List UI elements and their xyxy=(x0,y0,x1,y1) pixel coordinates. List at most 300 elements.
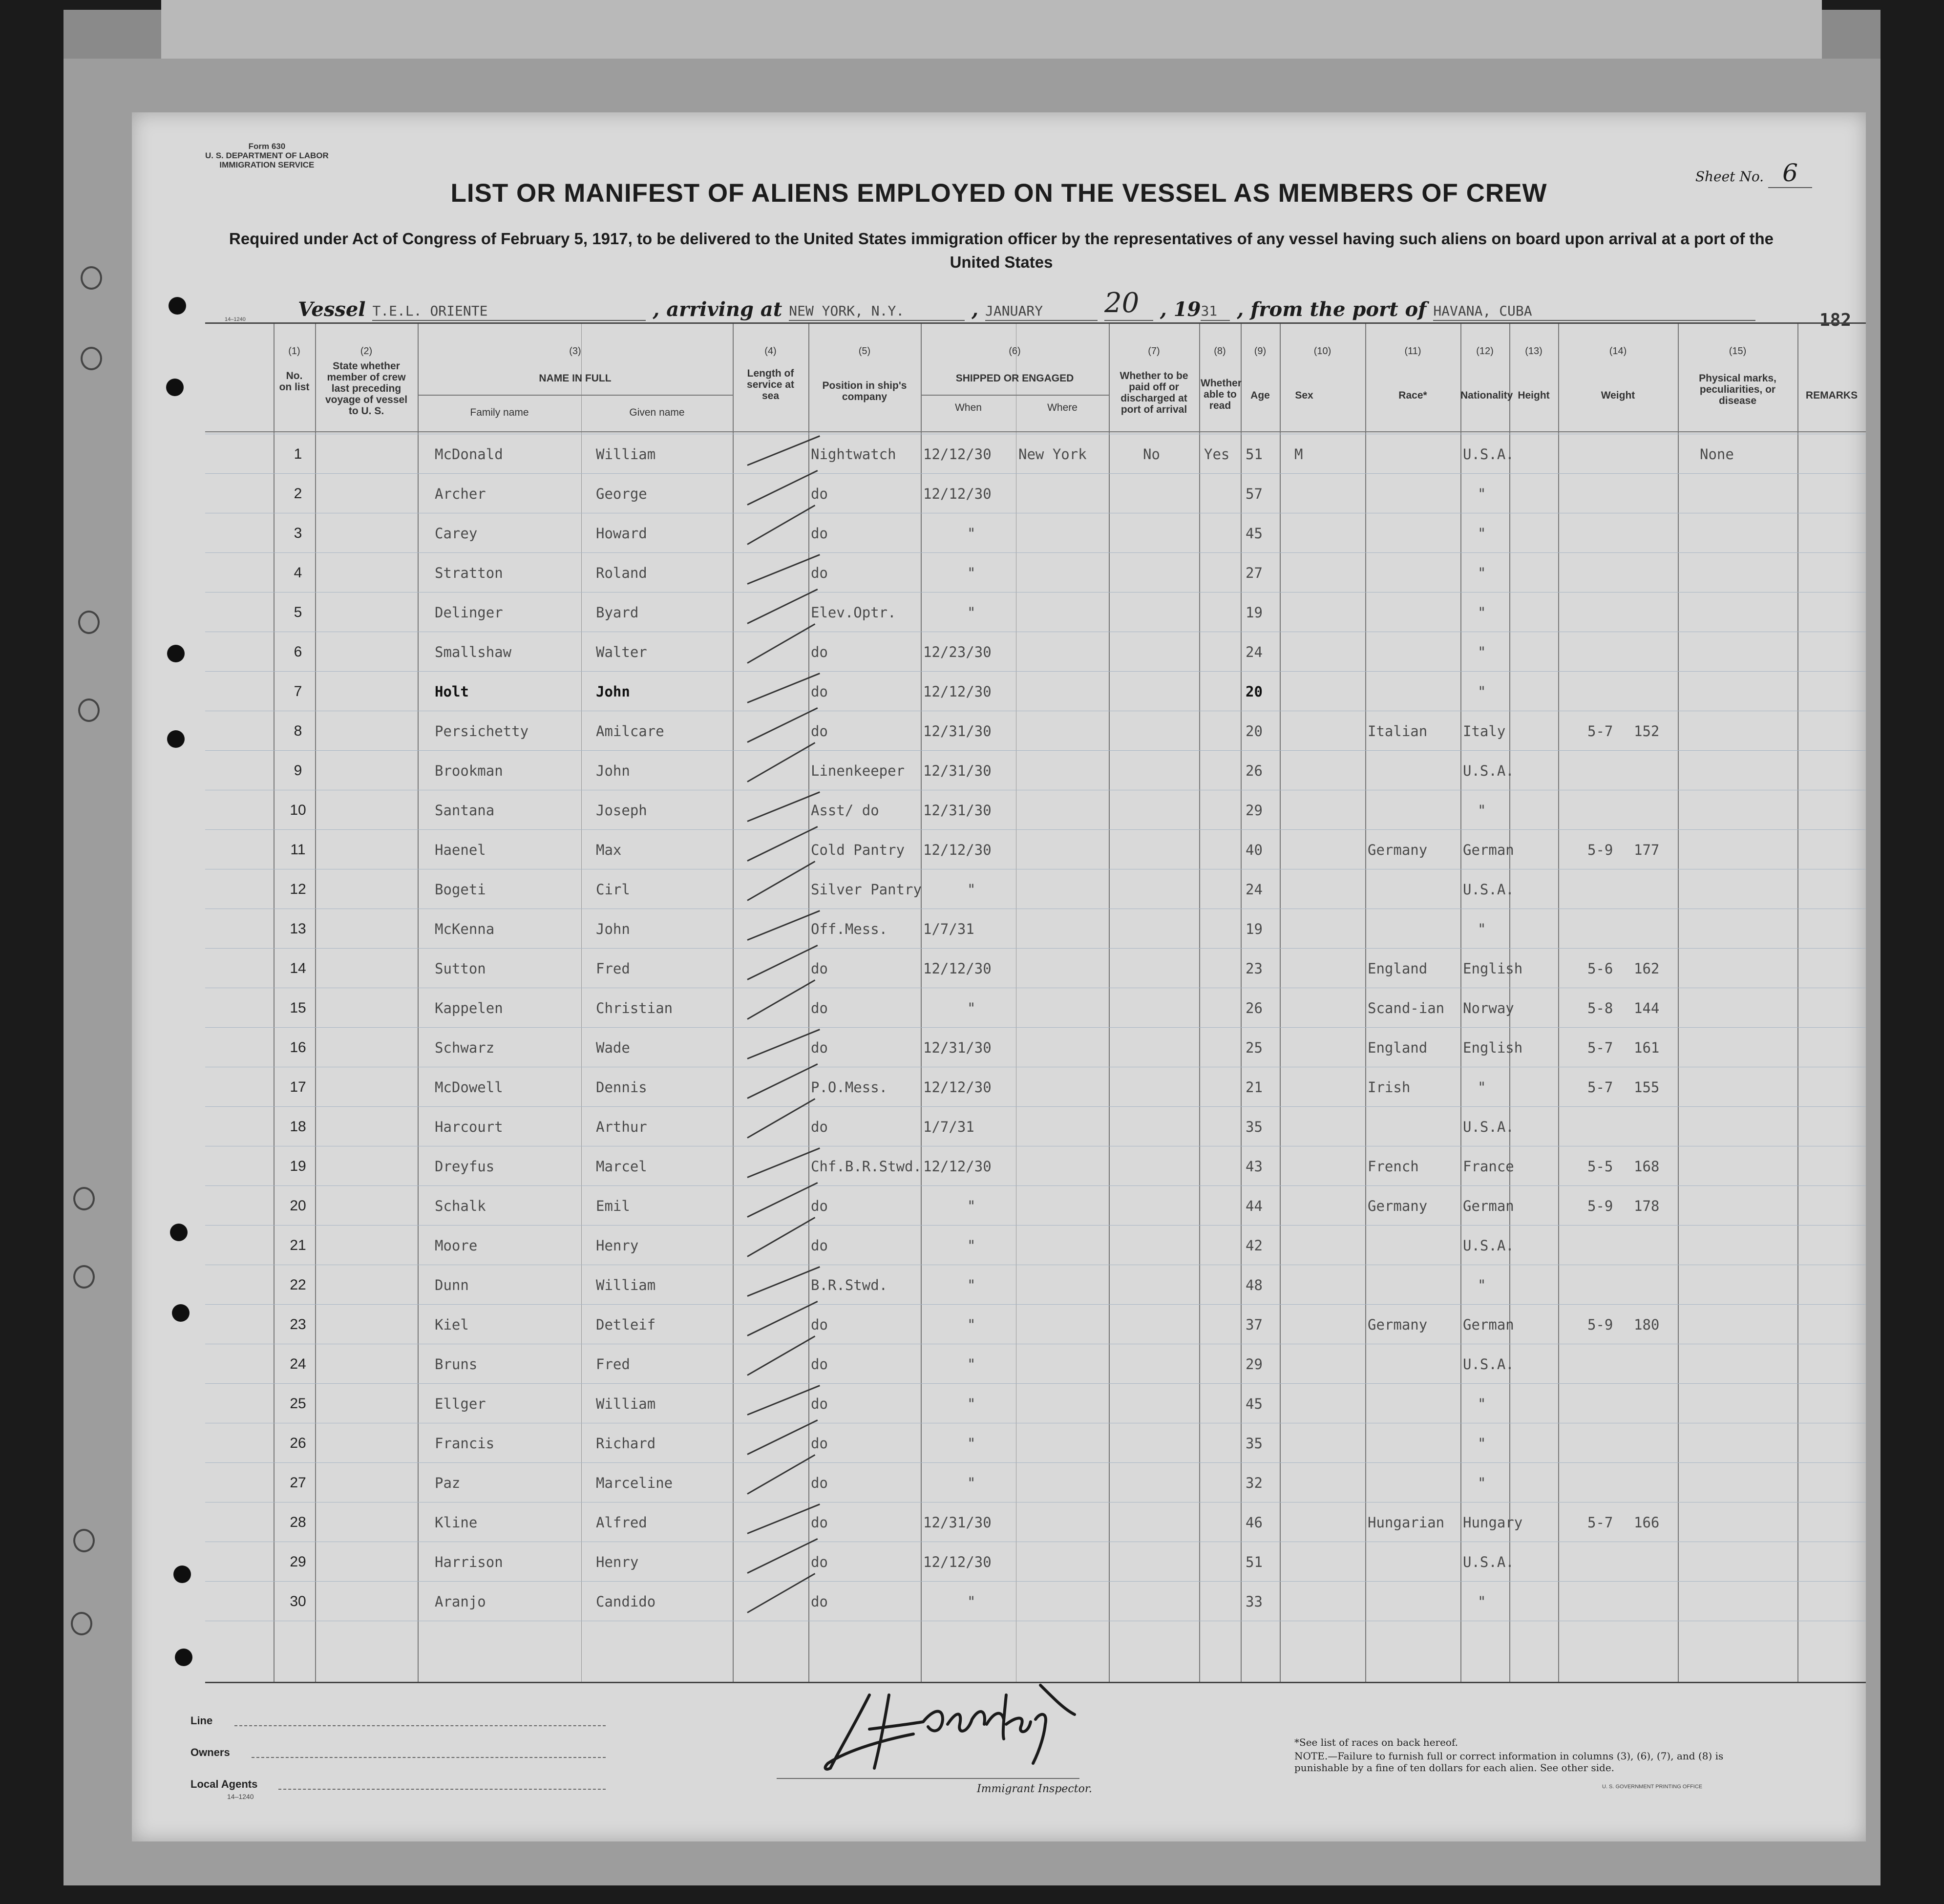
race: French xyxy=(1368,1158,1419,1175)
nationality: Norway xyxy=(1463,1000,1514,1016)
given-name: Marcel xyxy=(596,1158,647,1175)
row-number: 9 xyxy=(294,762,302,779)
row-number: 19 xyxy=(290,1158,306,1174)
sex: M xyxy=(1294,446,1303,463)
arrival-port: NEW YORK, N.Y. xyxy=(789,303,965,321)
table-row xyxy=(205,1581,1866,1621)
race: Italian xyxy=(1368,723,1428,740)
where-header: Where xyxy=(1047,402,1078,413)
row-number: 2 xyxy=(294,486,302,502)
row-number: 21 xyxy=(290,1237,306,1253)
position: B.R.Stwd. xyxy=(811,1277,888,1293)
family-name: Kline xyxy=(435,1514,478,1531)
age: 25 xyxy=(1246,1039,1263,1056)
row-number: 17 xyxy=(290,1079,306,1095)
from-label: , from the port of xyxy=(1237,298,1427,321)
age: 27 xyxy=(1246,565,1263,581)
age: 33 xyxy=(1246,1593,1263,1610)
given-name: Byard xyxy=(596,604,639,621)
family-name: Harcourt xyxy=(435,1119,503,1135)
col1-number: (1) xyxy=(288,346,300,357)
arrival-year: 31 xyxy=(1201,303,1230,321)
shipped-when: " xyxy=(967,565,976,581)
position: do xyxy=(811,1475,828,1491)
nationality: " xyxy=(1478,644,1486,660)
row-number: 15 xyxy=(290,1000,306,1016)
weight: 166 xyxy=(1634,1514,1660,1531)
age: 46 xyxy=(1246,1514,1263,1531)
col5-header: Position in ship's company xyxy=(822,380,907,402)
binder-ring xyxy=(73,1265,95,1289)
check-mark xyxy=(747,1063,818,1099)
able-to-read: Yes xyxy=(1204,446,1230,463)
position: Cold Pantry xyxy=(811,842,905,858)
nationality: France xyxy=(1463,1158,1514,1175)
col9-number: (9) xyxy=(1254,346,1267,357)
sheet-number-value: 6 xyxy=(1768,159,1812,188)
position: Asst/ do xyxy=(811,802,879,819)
check-mark xyxy=(747,945,818,980)
col13-number: (13) xyxy=(1525,346,1543,357)
family-name: Persichetty xyxy=(435,723,529,740)
check-mark xyxy=(747,1538,818,1574)
position: do xyxy=(811,1356,828,1373)
given-name: Fred xyxy=(596,960,630,977)
nationality: U.S.A. xyxy=(1463,1237,1514,1254)
local-agents-field[interactable] xyxy=(278,1789,606,1790)
given-name: Candido xyxy=(596,1593,656,1610)
height: 5-9 xyxy=(1587,842,1613,858)
position: Chf.B.R.Stwd. xyxy=(811,1158,922,1175)
col14-number: (14) xyxy=(1609,346,1627,357)
sheet-number-label: Sheet No. xyxy=(1695,169,1764,185)
inspector-label: Immigrant Inspector. xyxy=(977,1783,1092,1795)
vessel-name: T.E.L. ORIENTE xyxy=(372,303,646,321)
row-number: 12 xyxy=(290,881,306,897)
col6-number: (6) xyxy=(1009,346,1021,357)
nationality: U.S.A. xyxy=(1463,1356,1514,1373)
col4-number: (4) xyxy=(764,346,777,357)
table-row xyxy=(205,1304,1866,1344)
row-number: 22 xyxy=(290,1277,306,1293)
shipped-when: " xyxy=(967,1435,976,1452)
given-name: Roland xyxy=(596,565,647,581)
table-row xyxy=(205,869,1866,909)
penalty-note: NOTE.—Failure to furnish full or correct information in columns (3), (6), (7), and (8) is punishable by a fine of ten dollars for each alien. See other side. xyxy=(1294,1750,1724,1774)
position: Silver Pantry xyxy=(811,881,922,898)
physical-marks: None xyxy=(1700,446,1734,463)
header-bottom-rule xyxy=(205,431,1866,432)
check-mark xyxy=(747,826,818,862)
col11-header: Race* xyxy=(1398,390,1427,401)
manifest-sheet xyxy=(132,112,1866,1841)
table-row xyxy=(205,1067,1866,1107)
punch-hole xyxy=(169,297,186,315)
col14-header: Weight xyxy=(1601,390,1635,401)
shipped-when: 12/12/30 xyxy=(923,1158,992,1175)
position: do xyxy=(811,1554,828,1570)
position: do xyxy=(811,1237,828,1254)
row-number: 4 xyxy=(294,565,302,581)
col12-number: (12) xyxy=(1476,346,1494,357)
given-name: Dennis xyxy=(596,1079,647,1096)
given-name: Marceline xyxy=(596,1475,673,1491)
age: 29 xyxy=(1246,1356,1263,1373)
race: Irish xyxy=(1368,1079,1411,1096)
row-number: 10 xyxy=(290,802,306,818)
shipped-when: 12/31/30 xyxy=(923,723,992,740)
row-number: 5 xyxy=(294,604,302,620)
shipped-when: " xyxy=(967,1000,976,1016)
row-number: 11 xyxy=(290,842,306,858)
row-number: 16 xyxy=(290,1039,306,1056)
family-name: Dreyfus xyxy=(435,1158,495,1175)
table-row xyxy=(205,1185,1866,1226)
col3-number: (3) xyxy=(569,346,581,357)
position: do xyxy=(811,723,828,740)
age: 57 xyxy=(1246,486,1263,502)
col11-number: (11) xyxy=(1404,346,1421,357)
table-row xyxy=(205,1146,1866,1186)
col1-header: No. on list xyxy=(279,370,310,393)
position: do xyxy=(811,1514,828,1531)
given-name: Arthur xyxy=(596,1119,647,1135)
given-name: Henry xyxy=(596,1237,639,1254)
age: 35 xyxy=(1246,1119,1263,1135)
family-name-header: Family name xyxy=(470,407,529,418)
owners-field[interactable] xyxy=(252,1757,606,1758)
check-mark xyxy=(747,1182,818,1218)
race: Hungarian xyxy=(1368,1514,1445,1531)
age: 45 xyxy=(1246,1396,1263,1412)
position: P.O.Mess. xyxy=(811,1079,888,1096)
binder-ring xyxy=(78,698,100,722)
arrival-month: JANUARY xyxy=(985,303,1098,321)
age: 44 xyxy=(1246,1198,1263,1214)
paid-off: No xyxy=(1143,446,1160,463)
given-name: William xyxy=(596,1396,656,1412)
given-name: Joseph xyxy=(596,802,647,819)
table-row xyxy=(205,948,1866,988)
owners-label: Owners xyxy=(190,1746,230,1758)
given-name: Wade xyxy=(596,1039,630,1056)
nationality: German xyxy=(1463,842,1514,858)
races-note: *See list of races on back hereof. xyxy=(1294,1736,1458,1748)
weight: 168 xyxy=(1634,1158,1660,1175)
race: Germany xyxy=(1368,842,1428,858)
given-name: Cirl xyxy=(596,881,630,898)
col3-header: NAME IN FULL xyxy=(539,373,612,384)
table-row xyxy=(205,592,1866,632)
height: 5-6 xyxy=(1587,960,1613,977)
family-name: Ellger xyxy=(435,1396,486,1412)
row-number: 8 xyxy=(294,723,302,739)
binder-ring xyxy=(81,347,102,370)
shipped-when: " xyxy=(967,1237,976,1254)
check-mark xyxy=(747,1147,820,1178)
given-name: Walter xyxy=(596,644,647,660)
row-number: 1 xyxy=(294,446,302,462)
family-name: Kiel xyxy=(435,1316,469,1333)
table-row xyxy=(205,1106,1866,1146)
height: 5-9 xyxy=(1587,1316,1613,1333)
family-name: Moore xyxy=(435,1237,478,1254)
form-identifier xyxy=(205,142,329,169)
nationality: " xyxy=(1478,486,1486,502)
given-name: John xyxy=(596,921,630,937)
crew-table xyxy=(205,322,1866,1683)
shipped-when: 12/12/30 xyxy=(923,1079,992,1096)
shipped-when: 12/31/30 xyxy=(923,1039,992,1056)
shipped-when: " xyxy=(967,604,976,621)
page-number: 182 xyxy=(1819,310,1851,330)
table-row xyxy=(205,473,1866,513)
col4-header: Length of service at sea xyxy=(747,368,794,402)
arrival-day: 20 xyxy=(1104,287,1153,321)
age: 20 xyxy=(1246,683,1263,700)
nationality: German xyxy=(1463,1316,1514,1333)
table-row xyxy=(205,988,1866,1028)
position: do xyxy=(811,486,828,502)
given-name: George xyxy=(596,486,647,502)
form-number: Form 630 xyxy=(248,142,286,151)
shipped-when: 12/31/30 xyxy=(923,1514,992,1531)
given-name: Howard xyxy=(596,525,647,542)
back-sheet-top xyxy=(161,0,1822,59)
inspector-signature xyxy=(811,1666,1094,1778)
nationality: U.S.A. xyxy=(1463,881,1514,898)
nationality: " xyxy=(1478,565,1486,581)
family-name: McKenna xyxy=(435,921,495,937)
age: 32 xyxy=(1246,1475,1263,1491)
col6-header: SHIPPED OR ENGAGED xyxy=(955,373,1074,384)
punch-hole xyxy=(166,379,184,396)
position: do xyxy=(811,1593,828,1610)
shipped-when: 12/12/30 xyxy=(923,1554,992,1570)
col8-header: Whether able to read xyxy=(1201,378,1242,411)
name-header-rule xyxy=(418,395,733,396)
family-name: Schwarz xyxy=(435,1039,495,1056)
inspector-signature-line xyxy=(777,1778,1079,1779)
weight: 161 xyxy=(1634,1039,1660,1056)
weight: 180 xyxy=(1634,1316,1660,1333)
position: Nightwatch xyxy=(811,446,896,463)
binder-ring xyxy=(81,266,102,290)
row-number: 6 xyxy=(294,644,302,660)
printing-office: U. S. GOVERNMENT PRINTING OFFICE xyxy=(1602,1784,1703,1790)
position: do xyxy=(811,1396,828,1412)
family-name: Carey xyxy=(435,525,478,542)
given-name: John xyxy=(596,762,630,779)
age: 26 xyxy=(1246,1000,1263,1016)
footer-form-code: 14–1240 xyxy=(227,1793,254,1800)
weight: 155 xyxy=(1634,1079,1660,1096)
shipped-when: 1/7/31 xyxy=(923,921,974,937)
page-title: LIST OR MANIFEST OF ALIENS EMPLOYED ON THE VESSEL AS MEMBERS OF CREW xyxy=(450,179,1547,208)
check-mark xyxy=(747,707,818,743)
shipped-where: New York xyxy=(1018,446,1087,463)
check-mark xyxy=(747,673,820,703)
binder-ring xyxy=(73,1187,95,1210)
age: 37 xyxy=(1246,1316,1263,1333)
local-agents-label: Local Agents xyxy=(190,1778,258,1790)
shipped-when: 12/12/30 xyxy=(923,486,992,502)
shipped-when: 12/12/30 xyxy=(923,446,992,463)
age: 21 xyxy=(1246,1079,1263,1096)
age: 42 xyxy=(1246,1237,1263,1254)
nationality: " xyxy=(1478,525,1486,542)
check-mark xyxy=(747,554,820,585)
given-name: Christian xyxy=(596,1000,673,1016)
given-name: Alfred xyxy=(596,1514,647,1531)
nationality: " xyxy=(1478,1277,1486,1293)
family-name: Santana xyxy=(435,802,495,819)
nationality: English xyxy=(1463,960,1523,977)
nationality: " xyxy=(1478,1079,1486,1096)
col15-number: (15) xyxy=(1729,346,1747,357)
binder-ring xyxy=(78,611,100,634)
row-number: 29 xyxy=(290,1554,306,1570)
col10-number: (10) xyxy=(1313,346,1331,357)
shipped-when: 12/12/30 xyxy=(923,683,992,700)
family-name: Archer xyxy=(435,486,486,502)
table-row xyxy=(205,1344,1866,1384)
position: Linenkeeper xyxy=(811,762,905,779)
remarks-header: REMARKS xyxy=(1805,390,1858,401)
position: do xyxy=(811,1316,828,1333)
table-row xyxy=(205,671,1866,711)
shipped-when: " xyxy=(967,1356,976,1373)
table-row xyxy=(205,750,1866,790)
age: 40 xyxy=(1246,842,1263,858)
age: 26 xyxy=(1246,762,1263,779)
shipped-when: " xyxy=(967,881,976,898)
row-number: 14 xyxy=(290,960,306,976)
nationality: U.S.A. xyxy=(1463,1554,1514,1570)
nationality: German xyxy=(1463,1198,1514,1214)
age: 35 xyxy=(1246,1435,1263,1452)
table-row xyxy=(205,790,1866,830)
shipped-header-rule xyxy=(921,395,1109,396)
check-mark xyxy=(747,1385,820,1416)
row-number: 7 xyxy=(294,683,302,699)
check-mark xyxy=(747,589,818,624)
binder-ring xyxy=(73,1529,95,1552)
family-name: Dunn xyxy=(435,1277,469,1293)
row-number: 30 xyxy=(290,1593,306,1609)
age: 45 xyxy=(1246,525,1263,542)
table-row xyxy=(205,909,1866,949)
given-name: John xyxy=(596,683,630,700)
age: 24 xyxy=(1246,644,1263,660)
height: 5-8 xyxy=(1587,1000,1613,1016)
page-subtitle: Required under Act of Congress of February 5, 1917, to be delivered to the United States immigration officer by the representatives of any vessel having such aliens on board upon arrival at a port of the United States xyxy=(229,230,1774,271)
position: do xyxy=(811,1198,828,1214)
row-number: 20 xyxy=(290,1198,306,1214)
col8-number: (8) xyxy=(1214,346,1226,357)
departure-port: HAVANA, CUBA xyxy=(1433,303,1755,321)
given-name: Emil xyxy=(596,1198,630,1214)
shipped-when: 12/23/30 xyxy=(923,644,992,660)
age: 20 xyxy=(1246,723,1263,740)
shipped-when: " xyxy=(967,1316,976,1333)
family-name: McDowell xyxy=(435,1079,503,1096)
age: 19 xyxy=(1246,604,1263,621)
age: 48 xyxy=(1246,1277,1263,1293)
table-row xyxy=(205,434,1866,474)
height: 5-5 xyxy=(1587,1158,1613,1175)
punch-hole xyxy=(173,1566,191,1583)
col2-number: (2) xyxy=(360,346,373,357)
height: 5-7 xyxy=(1587,1039,1613,1056)
row-number: 18 xyxy=(290,1119,306,1135)
punch-hole xyxy=(172,1304,190,1322)
shipped-when: " xyxy=(967,1396,976,1412)
row-number: 25 xyxy=(290,1396,306,1412)
age: 43 xyxy=(1246,1158,1263,1175)
given-name: William xyxy=(596,1277,656,1293)
family-name: Harrison xyxy=(435,1554,503,1570)
table-row xyxy=(205,1225,1866,1265)
col5-number: (5) xyxy=(858,346,871,357)
family-name: Holt xyxy=(435,683,469,700)
height: 5-9 xyxy=(1587,1198,1613,1214)
family-name: Bogeti xyxy=(435,881,486,898)
age: 24 xyxy=(1246,881,1263,898)
shipped-when: " xyxy=(967,1277,976,1293)
nationality: Hungary xyxy=(1463,1514,1523,1531)
position: do xyxy=(811,525,828,542)
nationality: " xyxy=(1478,1475,1486,1491)
age: 19 xyxy=(1246,921,1263,937)
check-mark xyxy=(747,791,820,822)
nationality: U.S.A. xyxy=(1463,762,1514,779)
given-name: Henry xyxy=(596,1554,639,1570)
given-name: Fred xyxy=(596,1356,630,1373)
position: do xyxy=(811,644,828,660)
check-mark xyxy=(747,1503,820,1534)
shipped-when: " xyxy=(967,1198,976,1214)
col10-header: Sex xyxy=(1295,390,1313,401)
shipped-when: " xyxy=(967,1593,976,1610)
col7-number: (7) xyxy=(1148,346,1160,357)
arriving-label: , arriving at xyxy=(653,298,782,321)
family-name: Sutton xyxy=(435,960,486,977)
col9-header: Age xyxy=(1250,390,1270,401)
row-number: 28 xyxy=(290,1514,306,1530)
line-field[interactable] xyxy=(234,1725,606,1726)
shipped-when: 12/31/30 xyxy=(923,802,992,819)
table-row xyxy=(205,632,1866,672)
family-name: Brookman xyxy=(435,762,503,779)
punch-hole xyxy=(170,1224,188,1241)
when-header: When xyxy=(955,402,982,413)
weight: 144 xyxy=(1634,1000,1660,1016)
table-row xyxy=(205,1265,1866,1305)
check-mark xyxy=(747,910,820,941)
check-mark xyxy=(747,1029,820,1059)
family-name: Aranjo xyxy=(435,1593,486,1610)
race: England xyxy=(1368,960,1428,977)
height: 5-7 xyxy=(1587,1079,1613,1096)
height: 5-7 xyxy=(1587,723,1613,740)
family-name: Bruns xyxy=(435,1356,478,1373)
shipped-when: " xyxy=(967,1475,976,1491)
check-mark xyxy=(747,1419,818,1455)
shipped-when: 12/12/30 xyxy=(923,842,992,858)
weight: 162 xyxy=(1634,960,1660,977)
col13-header: Height xyxy=(1518,390,1550,401)
